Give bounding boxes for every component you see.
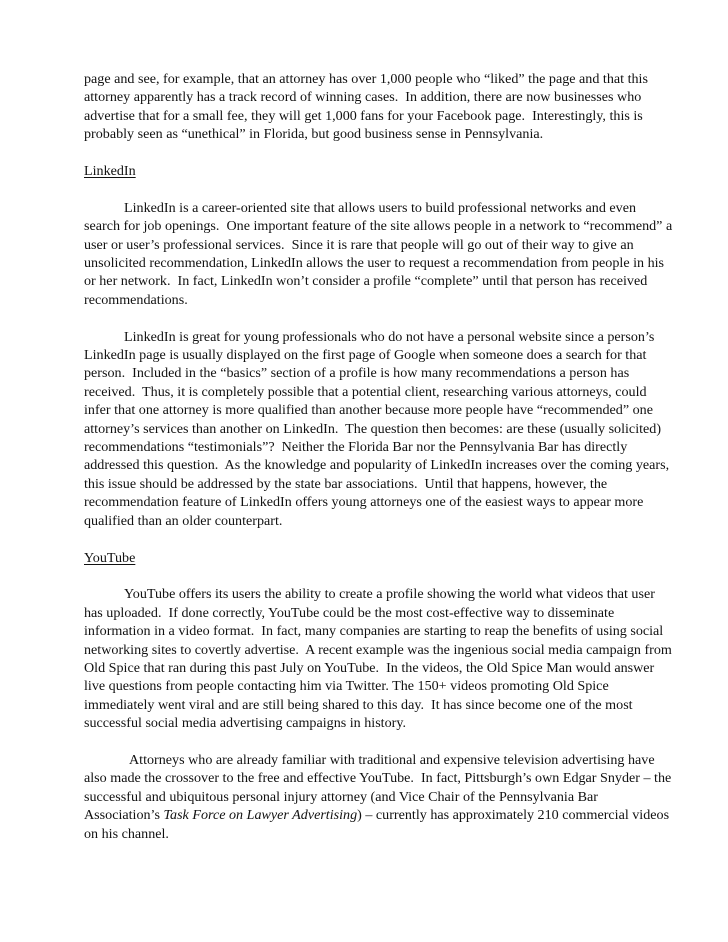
section-heading-youtube: YouTube xyxy=(84,549,136,566)
paragraph-facebook-continuation: page and see, for example, that an attorney has over 1,000 people who “liked” the page and that this attorney apparently has a track record of winning cases. In addition, there are now businesses who advertise that for a small fee, they will get 1,000 fans for your Facebook page. Interestingly, this is probably seen as “unethical” in Florida, but good business sense in Pennsylvania. xyxy=(84,71,652,143)
paragraph-linkedin-intro: LinkedIn is a career-oriented site that allows users to build professional networks and even search for job openings. One important feature of the site allows people in a network to “recommend” a user or user’s professional services. Since it is rare that people will go out of their way to give an unsolicited recommendation, LinkedIn allows the user to request a recommendation from people in his or her network. In fact, LinkedIn won’t consider a profile “complete” until that person has received recommendations. xyxy=(84,199,676,308)
document-page xyxy=(84,70,674,861)
paragraph-linkedin-recommendations: LinkedIn is great for young professionals who do not have a personal website since a person’s LinkedIn page is usually displayed on the first page of Google when someone does a search for that person. Included in the “basics” section of a profile is how many recommendations a person has received. Thus, it is completely possible that a potential client, researching various attorneys, could infer that one attorney is more qualified than another because more people have “recommended” one attorney’s services than another on LinkedIn. The question then becomes: are these (usually solicited) recommendations “testimonials”? Neither the Florida Bar nor the Pennsylvania Bar has directly addressed this question. As the knowledge and popularity of LinkedIn increases over the coming years, this issue should be addressed by the state bar associations. Until that happens, however, the recommendation feature of LinkedIn offers young attorneys one of the easiest ways to appear more qualified than an older counterpart. xyxy=(84,328,673,529)
paragraph-youtube-intro: YouTube offers its users the ability to create a profile showing the world what videos that user has uploaded. If done correctly, YouTube could be the most cost-effective way to disseminate information in a video format. In fact, many companies are starting to reap the benefits of using social networking sites to covertly advertise. A recent example was the ingenious social media campaign from Old Spice that ran during this past July on YouTube. In the videos, the Old Spice Man would answer live questions from people contacting him via Twitter. The 150+ videos promoting Old Spice immediately went viral and are still being shared to this day. It has since become one of the most successful social media advertising campaigns in history. xyxy=(84,586,676,732)
task-force-title: Task Force on Lawyer Advertising xyxy=(163,807,358,824)
paragraph-text-part1: Attorneys who are already familiar with traditional and expensive television advertising have also made the crossover to the free and effective YouTube. In fact, Pittsburgh’s own Edgar Snyder – the successful and ubiquitous personal injury attorney (and Vice Chair of the Pennsylvania Bar Association’s xyxy=(84,751,675,824)
paragraph-youtube-attorneys xyxy=(84,751,674,843)
paragraph-text-part2: ) – currently has approximately 210 commercial videos on his channel. xyxy=(84,807,673,842)
section-heading-linkedin: LinkedIn xyxy=(84,163,136,180)
